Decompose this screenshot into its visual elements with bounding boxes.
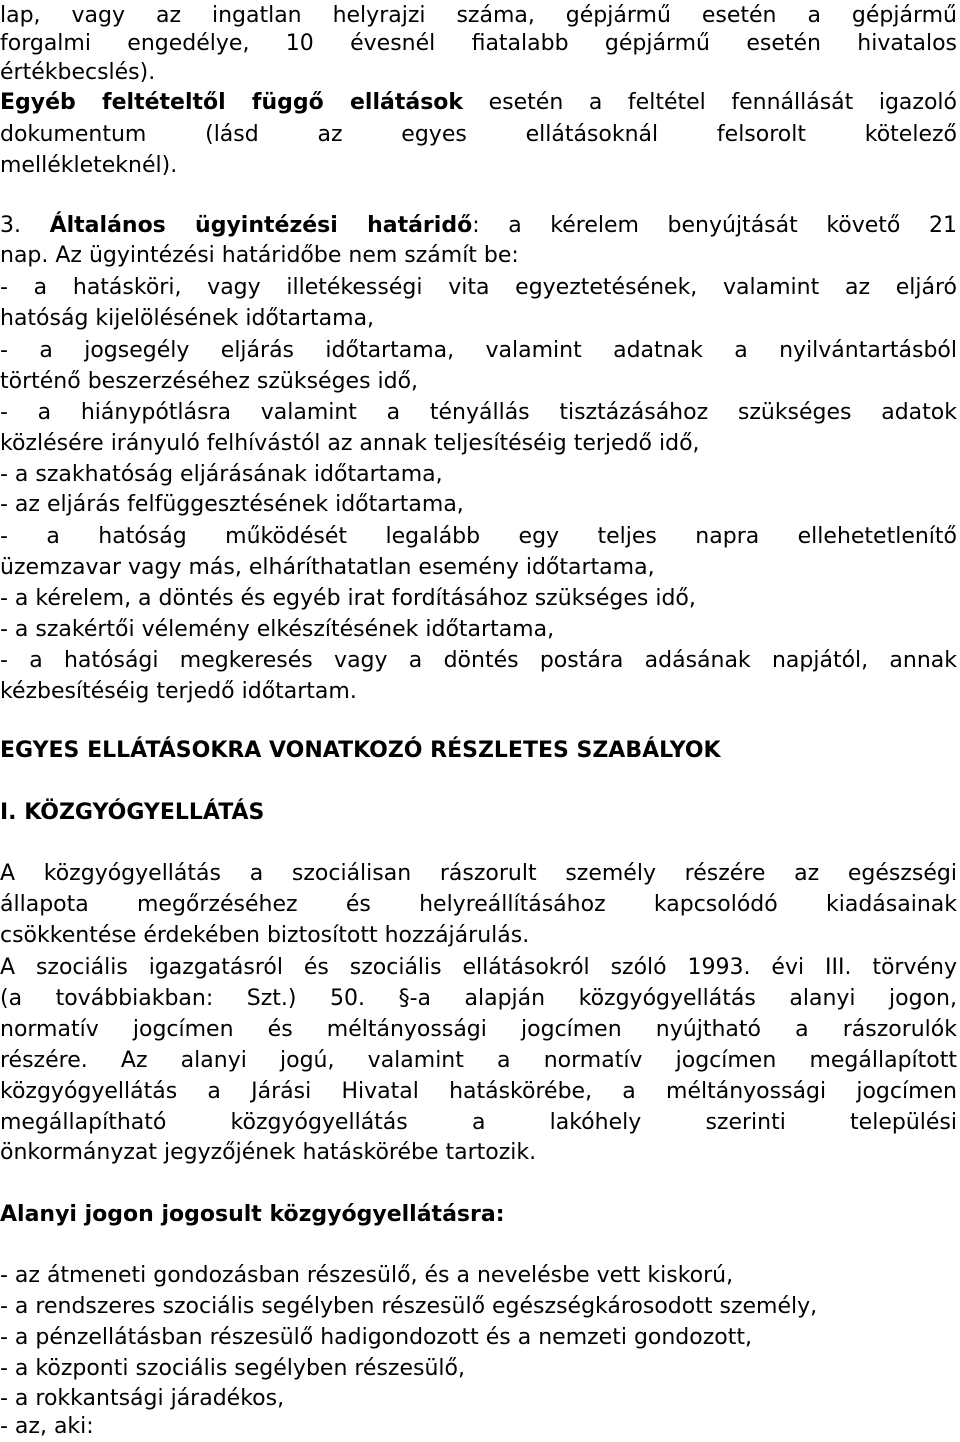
list-item: - az átmeneti gondozásban részesülő, és a nevelésbe vett kiskorú, — [0, 1263, 734, 1288]
list-item: - a hatásköri, vagy illetékességi vita egyeztetésének, valamint az eljáró — [0, 275, 957, 300]
list-item: - a jogsegély eljárás időtartama, valamint adatnak a nyilvántartásból — [0, 338, 957, 363]
list-item: - a rokkantsági járadékos, — [0, 1386, 285, 1411]
text-line: üzemzavar vagy más, elháríthatatlan esemény időtartama, — [0, 555, 655, 580]
list-item: - a hatósági megkeresés vagy a döntés postára adásának napjától, annak — [0, 648, 957, 673]
list-item: - a pénzellátásban részesülő hadigondozott és a nemzeti gondozott, — [0, 1325, 752, 1350]
text-line: nap. Az ügyintézési határidőbe nem számít be: — [0, 243, 519, 268]
bold-term: Általános ügyintézési határidő — [49, 213, 473, 238]
text-line: dokumentum (lásd az egyes ellátásoknál felsorolt kötelező — [0, 122, 957, 147]
text-line: mellékleteknél). — [0, 153, 178, 178]
section-number: 3. — [0, 213, 50, 238]
text-line: kézbesítéséig terjedő időtartam. — [0, 679, 357, 704]
text-line: A közgyógyellátás a szociálisan rászorult személy részére az egészségi — [0, 861, 957, 886]
text-line: csökkentése érdekében biztosított hozzájárulás. — [0, 923, 530, 948]
text-line: önkormányzat jegyzőjének hatáskörébe tartozik. — [0, 1140, 537, 1165]
list-item: - az, aki: — [0, 1414, 94, 1439]
list-item: - a hatóság működését legalább egy teljes napra ellehetetlenítő — [0, 524, 957, 549]
list-item: - a szakértői vélemény elkészítésének időtartama, — [0, 617, 555, 642]
text-line: történő beszerzéséhez szükséges idő, — [0, 369, 419, 394]
text-line: forgalmi engedélye, 10 évesnél fiatalabb gépjármű esetén hivatalos — [0, 31, 957, 56]
text-span: esetén a feltétel fennállását igazoló — [463, 90, 957, 115]
text-span: : a kérelem benyújtását követő 21 — [472, 213, 957, 238]
list-item: - a szakhatóság eljárásának időtartama, — [0, 462, 443, 487]
bold-term: Egyéb feltételtől függő ellátások — [0, 90, 464, 115]
text-line: részére. Az alanyi jogú, valamint a normatív jogcímen megállapított — [0, 1048, 957, 1073]
text-line: hatóság kijelölésének időtartama, — [0, 306, 375, 331]
subheading: Alanyi jogon jogosult közgyógyellátásra: — [0, 1202, 505, 1227]
list-item: - a hiánypótlásra valamint a tényállás tisztázásához szükséges adatok — [0, 400, 957, 425]
subsection-heading: I. KÖZGYÓGYELLÁTÁS — [0, 800, 265, 825]
list-item: - a rendszeres szociális segélyben részesülő egészségkárosodott személy, — [0, 1294, 818, 1319]
text-line: állapota megőrzéséhez és helyreállításához kapcsolódó kiadásainak — [0, 892, 957, 917]
text-line: értékbecslés). — [0, 60, 156, 85]
text-line: lap, vagy az ingatlan helyrajzi száma, gépjármű esetén a gépjármű — [0, 3, 957, 28]
text-line: normatív jogcímen és méltányossági jogcímen nyújtható a rászorulók — [0, 1017, 957, 1042]
section-heading: EGYES ELLÁTÁSOKRA VONATKOZÓ RÉSZLETES SZABÁLYOK — [0, 738, 721, 763]
text-line: közgyógyellátás a Járási Hivatal hatáskörébe, a méltányossági jogcímen — [0, 1079, 957, 1104]
text-line: (a továbbiakban: Szt.) 50. §-a alapján közgyógyellátás alanyi jogon, — [0, 986, 957, 1011]
text-line: közlésére irányuló felhívástól az annak teljesítéséig terjedő idő, — [0, 431, 700, 456]
text-line: A szociális igazgatásról és szociális ellátásokról szóló 1993. évi III. törvény — [0, 955, 957, 980]
text-line — [0, 87, 957, 118]
list-item: - a kérelem, a döntés és egyéb irat fordításához szükséges idő, — [0, 586, 696, 611]
list-item: - a központi szociális segélyben részesülő, — [0, 1356, 465, 1381]
list-item: - az eljárás felfüggesztésének időtartama, — [0, 492, 464, 517]
section-3-heading-line — [0, 210, 957, 241]
text-line: megállapítható közgyógyellátás a lakóhely szerinti települési — [0, 1110, 957, 1135]
